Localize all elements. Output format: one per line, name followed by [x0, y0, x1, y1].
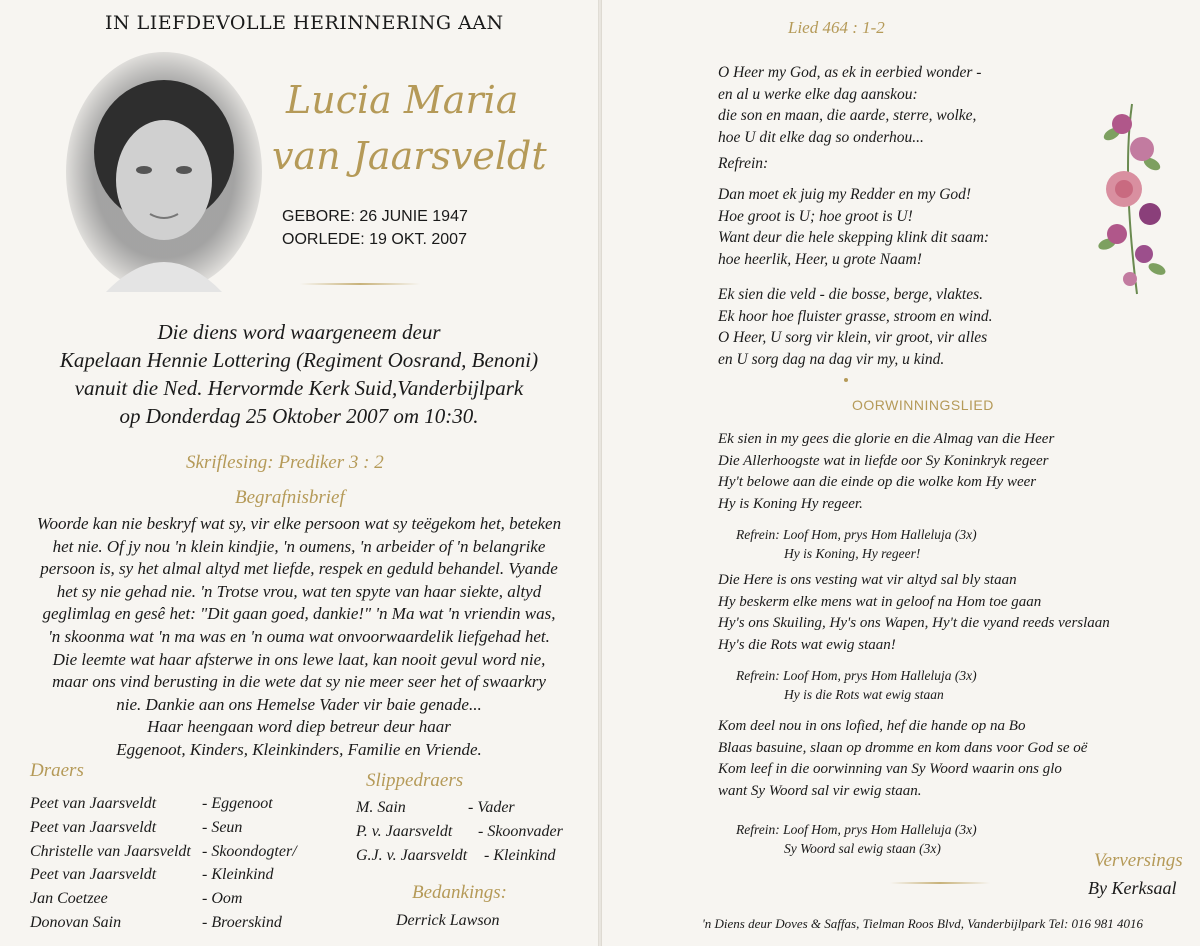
- pallbearer-relation: - Skoonvader: [478, 822, 563, 840]
- life-dates: [282, 205, 468, 251]
- bearers-title: Draers: [30, 760, 84, 781]
- refrain-line: Sy Woord sal ewig staan (3x): [784, 841, 941, 856]
- refrain-line: Refrein: Loof Hom, prys Hom Halleluja (3x): [736, 822, 977, 837]
- lyric-line: Want deur die hele skepping klink dit saam:: [718, 229, 990, 246]
- bearer-row: [30, 887, 360, 911]
- refreshments-title: Verversings: [1094, 850, 1183, 871]
- scripture-reading: Skriflesing: Prediker 3 : 2: [186, 452, 384, 473]
- letter-title: Begrafnisbrief: [235, 487, 345, 508]
- portrait-photo: [66, 52, 262, 292]
- pallbearer-relation: - Vader: [468, 799, 515, 816]
- victory-song-title: OORWINNINGSLIED: [852, 397, 994, 413]
- tribute-line: maar ons vind berusting in die wete dat sy nie meer seer het of swaarkry: [52, 672, 546, 692]
- lyric-line: Die Here is ons vesting wat vir altyd sal bly staan: [718, 572, 1017, 588]
- pallbearer-name: G.J. v. Jaarsveldt: [356, 846, 468, 864]
- refrain-line: Refrein: Loof Hom, prys Hom Halleluja (3x): [736, 527, 977, 542]
- ornament-divider: [890, 882, 990, 884]
- bearer-name: Peet van Jaarsveldt: [30, 818, 157, 836]
- lyric-line: Kom deel nou in ons lofied, hef die hande op na Bo: [718, 718, 1026, 734]
- bearer-relation: - Kleinkind: [202, 866, 274, 884]
- lyric-line: Hy beskerm elke mens wat in geloof na Hom toe gaan: [718, 593, 1042, 610]
- lyric-line: O Heer my God, as ek in eerbied wonder -: [718, 64, 982, 81]
- lyric-line: Dan moet ek juig my Redder en my God!: [718, 186, 972, 203]
- hymn-verse-2: [718, 284, 993, 370]
- service-line: Die diens word waargeneem deur: [157, 320, 441, 344]
- lyric-line: O Heer, U sorg vir klein, vir groot, vir alles: [718, 329, 988, 346]
- hymn-title: Lied 464 : 1-2: [788, 18, 885, 37]
- lyric-line: Blaas basuine, slaan op dromme en kom dans voor God se oë: [718, 739, 1088, 756]
- refrain-label: Refrein:: [718, 155, 769, 172]
- tribute-line: geglimlag en gesê het: "Dit gaan goed, dankie!" 'n Ma wat 'n vriendin was,: [42, 604, 556, 624]
- death-date: OORLEDE: 19 OKT. 2007: [282, 231, 467, 248]
- pallbearer-row: [356, 820, 592, 844]
- service-line: vanuit die Ned. Hervormde Kerk Suid,Vanderbijlpark: [74, 376, 524, 400]
- bearer-relation: - Oom: [202, 890, 243, 908]
- ornament-dot: [844, 378, 848, 382]
- bearer-row: [30, 840, 360, 864]
- bearer-relation: - Skoondogter/: [202, 842, 297, 860]
- lyric-line: Hy's ons Skuiling, Hy's ons Wapen, Hy't die vyand reeds verslaan: [718, 615, 1110, 631]
- hymn-refrain: [718, 184, 989, 270]
- pallbearer-row: [356, 796, 592, 820]
- victory-verse-1: [718, 429, 1054, 515]
- lyric-line: hoe U dit elke dag so onderhou...: [718, 128, 924, 146]
- memorial-header: IN LIEFDEVOLLE HERINNERING AAN: [105, 12, 504, 34]
- bearer-row: [30, 911, 360, 935]
- victory-verse-3: [718, 716, 1087, 802]
- bearer-name: Donovan Sain: [30, 913, 122, 931]
- funeral-home-footer: 'n Diens deur Doves & Saffas, Tielman Roos Blvd, Vanderbijlpark Tel: 016 981 4016: [702, 916, 1144, 931]
- tribute-line: Woorde kan nie beskryf wat sy, vir elke persoon wat sy teëgekom het, beteken: [36, 514, 562, 533]
- bearer-name: Peet van Jaarsveldt: [30, 866, 157, 884]
- bearers-list: [30, 792, 360, 935]
- lyric-line: Hy't belowe aan die einde op die wolke kom Hy weer: [718, 474, 1037, 490]
- bearer-relation: - Eggenoot: [202, 795, 273, 812]
- pallbearer-name: P. v. Jaarsveldt: [356, 822, 453, 840]
- tribute-line: 'n skoonma wat 'n ma was en 'n ouma wat onvoorwaardelik liefgehad het.: [48, 626, 550, 646]
- bearer-row: [30, 792, 360, 816]
- tribute-line: Eggenoot, Kinders, Kleinkinders, Familie en Vriende.: [116, 739, 482, 759]
- lyric-line: Ek sien die veld - die bosse, berge, vlaktes.: [718, 286, 983, 303]
- left-page: [0, 0, 598, 946]
- lyric-line: Ek hoor hoe fluister grasse, stroom en wind.: [718, 307, 993, 325]
- ornament-divider: [300, 283, 420, 285]
- bearer-row: [30, 863, 360, 887]
- lyric-line: Kom leef in die oorwinning van Sy Woord waarin ons glo: [718, 761, 1062, 777]
- victory-refrain-3: [736, 820, 977, 858]
- bearer-relation: - Seun: [202, 818, 243, 836]
- bearer-name: Christelle van Jaarsveldt: [30, 842, 191, 860]
- bearer-name: Peet van Jaarsveldt: [30, 795, 157, 812]
- lyric-line: Die Allerhoogste wat in liefde oor Sy Koninkryk regeer: [718, 452, 1049, 469]
- tribute-line: Die leemte wat haar afsterwe in ons lewe laat, kan nooit gevul word nie,: [52, 649, 546, 669]
- lyric-line: Ek sien in my gees die glorie en die Almag van die Heer: [718, 431, 1055, 447]
- tribute-line: persoon is, sy het almal altyd met liefde, respek en geduld behandel. Vyande: [40, 559, 558, 579]
- service-line: Kapelaan Hennie Lottering (Regiment Oosrand, Benoni): [59, 348, 539, 372]
- tribute-line: het nie. Of jy nou 'n klein kindjie, 'n oumens, 'n arbeider of 'n belangrike: [52, 536, 546, 556]
- service-line: op Donderdag 25 Oktober 2007 om 10:30.: [119, 404, 479, 428]
- pallbearers-list: [356, 796, 592, 867]
- pallbearer-relation: - Kleinkind: [484, 846, 556, 864]
- right-page: [602, 0, 1200, 946]
- tribute-letter: [0, 513, 598, 762]
- thanks-name: Derrick Lawson: [396, 912, 500, 929]
- hymn-verse-1: [718, 62, 981, 148]
- victory-refrain-2: [736, 666, 977, 704]
- lyric-line: Hoe groot is U; hoe groot is U!: [718, 207, 913, 225]
- lyric-line: Hy's die Rots wat ewig staan!: [718, 636, 896, 653]
- lyric-line: die son en maan, die aarde, sterre, wolke,: [718, 107, 977, 124]
- flower-illustration: [1082, 94, 1182, 304]
- pallbearer-row: [356, 844, 592, 868]
- lyric-line: en al u werke elke dag aanskou:: [718, 85, 918, 103]
- birth-date: GEBORE: 26 JUNIE 1947: [282, 208, 468, 225]
- pallbearer-name: M. Sain: [356, 799, 406, 816]
- tribute-line: Haar heengaan word diep betreur deur haar: [147, 717, 451, 737]
- tribute-line: nie. Dankie aan ons Hemelse Vader vir baie genade...: [116, 694, 482, 714]
- lyric-line: hoe heerlik, Heer, u grote Naam!: [718, 250, 922, 268]
- bearer-row: [30, 816, 360, 840]
- pallbearers-title: Slippedraers: [366, 770, 464, 791]
- refrain-line: Hy is Koning, Hy regeer!: [784, 546, 921, 561]
- tribute-line: het sy nie gehad nie. 'n Trotse vrou, wat ten spyte van haar siekte, altyd: [56, 581, 542, 601]
- refrain-line: Hy is die Rots wat ewig staan: [784, 687, 944, 702]
- thanks-title: Bedankings:: [412, 882, 507, 903]
- bearer-relation: - Broerskind: [202, 913, 282, 931]
- lyric-line: en U sorg dag na dag vir my, u kind.: [718, 350, 945, 368]
- victory-refrain-1: [736, 525, 977, 563]
- deceased-surname: van Jaarsveldt: [272, 134, 547, 178]
- bearer-name: Jan Coetzee: [30, 890, 108, 908]
- lyric-line: want Sy Woord sal vir ewig staan.: [718, 782, 922, 799]
- service-details: [0, 318, 598, 430]
- refrain-line: Refrein: Loof Hom, prys Hom Halleluja (3x): [736, 668, 977, 683]
- deceased-first-names: Lucia Maria: [286, 78, 519, 122]
- refreshments-place: By Kerksaal: [1088, 878, 1177, 898]
- lyric-line: Hy is Koning Hy regeer.: [718, 495, 863, 512]
- victory-verse-2: [718, 570, 1110, 656]
